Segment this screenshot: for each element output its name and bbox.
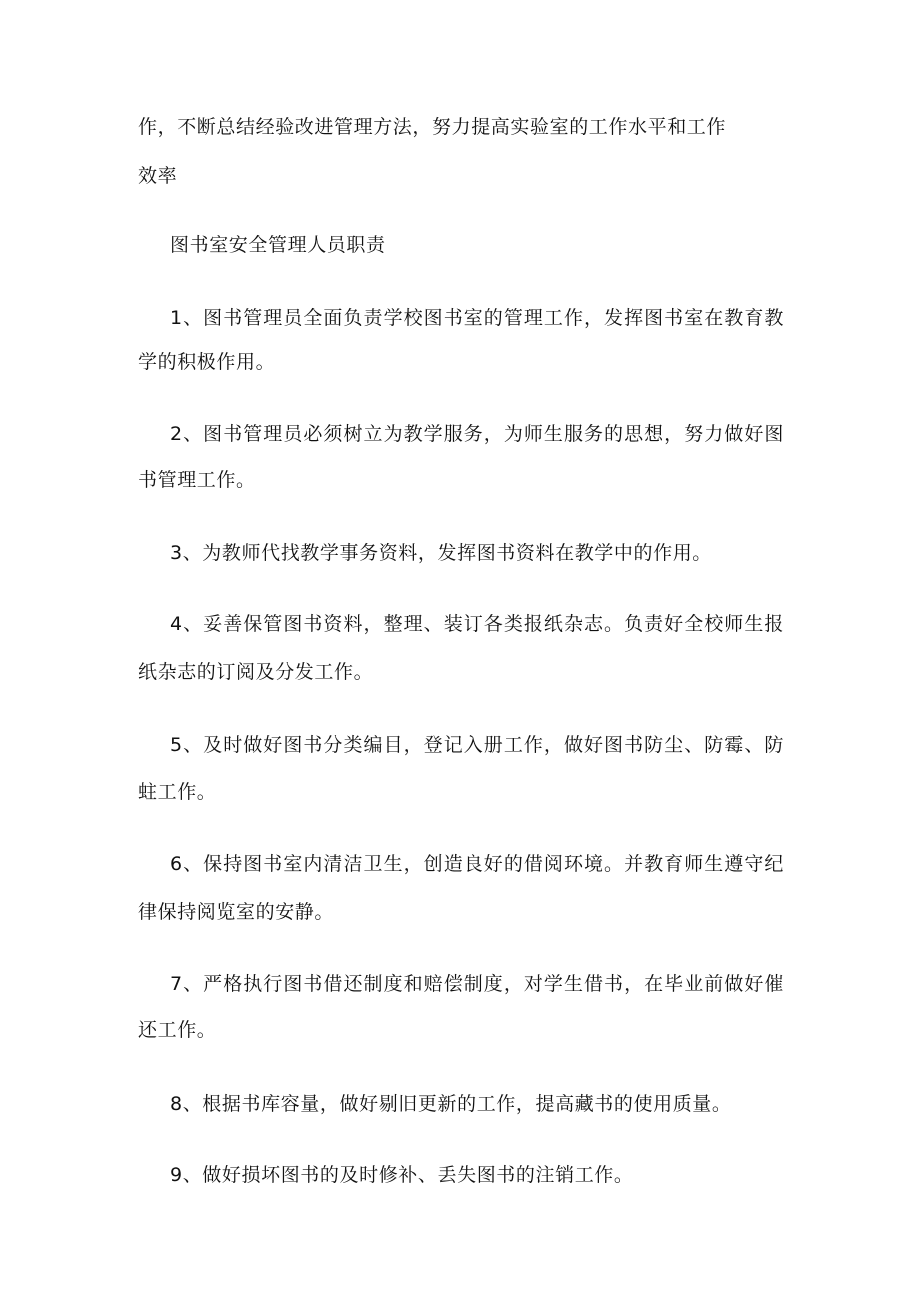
section-title: 图书室安全管理人员职责 — [170, 234, 386, 256]
duty-item-line-1: 1、图书管理员全面负责学校图书室的管理工作，发挥图书室在教育教 — [170, 307, 784, 329]
duty-item-line-1: 7、严格执行图书借还制度和赔偿制度，对学生借书，在毕业前做好催 — [170, 973, 784, 995]
duty-item-line-1: 2、图书管理员必须树立为教学服务，为师生服务的思想，努力做好图 — [170, 423, 784, 445]
duty-item-line-1: 4、妥善保管图书资料，整理、装订各类报纸杂志。负责好全校师生报 — [170, 613, 784, 635]
duty-item-line-2: 纸杂志的订阅及分发工作。 — [138, 661, 374, 683]
duty-item-line-2: 律保持阅览室的安静。 — [138, 901, 335, 923]
duty-item-line-2: 蛀工作。 — [138, 781, 217, 803]
duty-item-line-2: 学的积极作用。 — [138, 351, 276, 373]
duty-item-line-1: 6、保持图书室内清洁卫生，创造良好的借阅环境。并教育师生遵守纪 — [170, 853, 784, 875]
duty-item-line-2: 书管理工作。 — [138, 469, 256, 491]
duty-item-line-2: 还工作。 — [138, 1019, 217, 1041]
duty-item-line-1: 5、及时做好图书分类编目，登记入册工作，做好图书防尘、防霉、防 — [170, 734, 784, 756]
duty-item-line-1: 9、做好损坏图书的及时修补、丢失图书的注销工作。 — [170, 1164, 634, 1186]
duty-item-line-1: 8、根据书库容量，做好剔旧更新的工作，提高藏书的使用质量。 — [170, 1093, 732, 1115]
intro-line-2: 效率 — [138, 165, 178, 187]
intro-line-1: 作，不断总结经验改进管理方法，努力提高实验室的工作水平和工作 — [138, 116, 727, 138]
duty-item-line-1: 3、为教师代找教学事务资料，发挥图书资料在教学中的作用。 — [170, 542, 712, 564]
